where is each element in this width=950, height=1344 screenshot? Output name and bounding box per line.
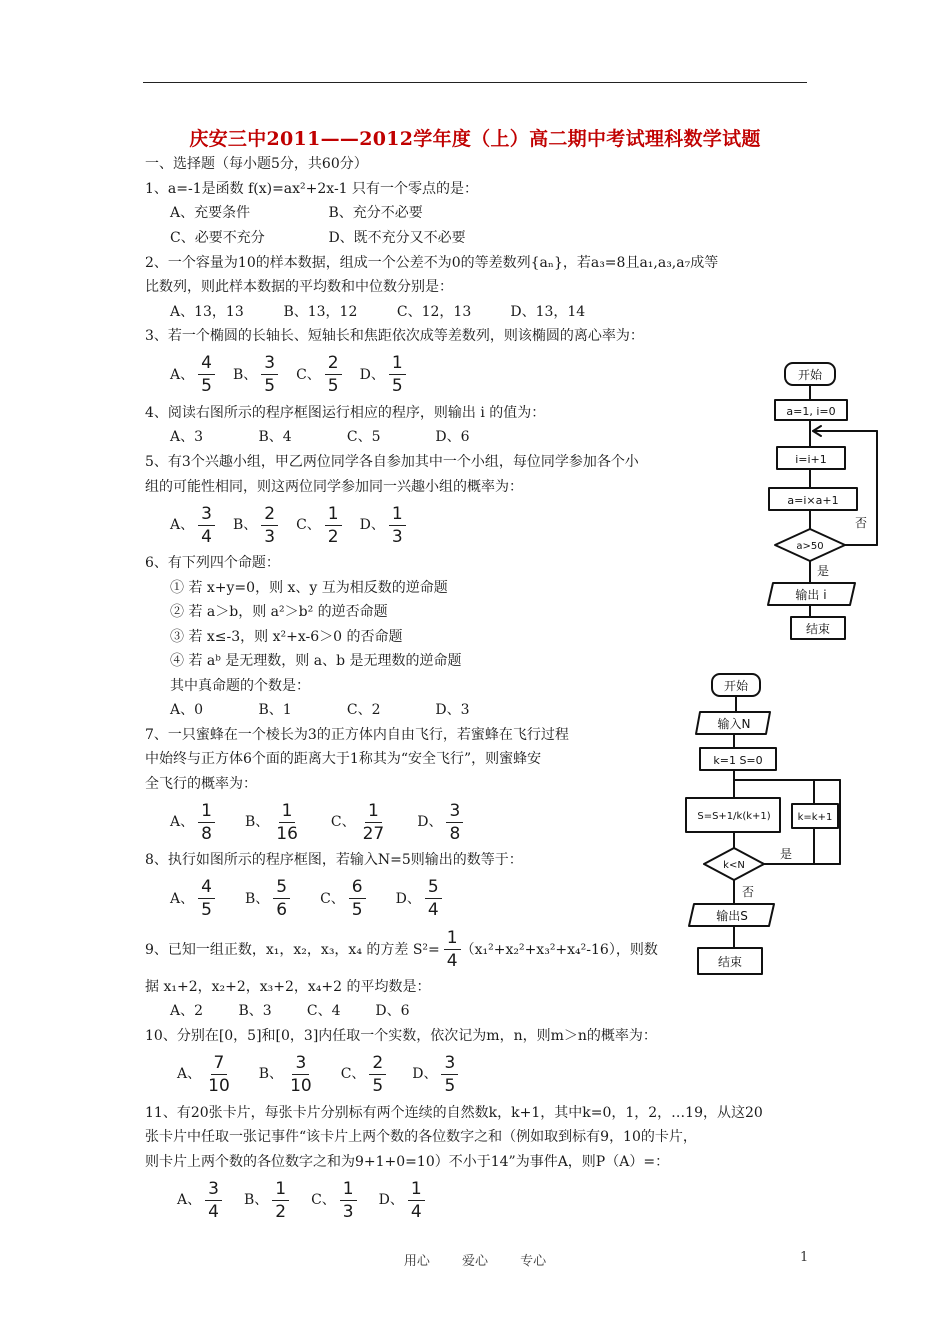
fc2-start-label: 开始: [723, 679, 749, 693]
section-heading: 一、选择题（每小题5分，共60分）: [145, 156, 368, 172]
fc2-yes-label: 是: [780, 847, 793, 861]
question-11-options: [145, 1174, 810, 1226]
q9-fraction: $\frac{1}{4}$: [444, 928, 461, 971]
question-5-options: [145, 499, 810, 551]
q10-option-d: D、 $\frac{3}{5}$: [412, 1053, 458, 1096]
q2-option-c: C、12，13: [396, 303, 472, 320]
q8-option-b: B、 $\frac{5}{6}$: [245, 877, 290, 920]
q9-option-d: D、6: [375, 1003, 410, 1020]
fc2-input-label: 输入N: [717, 717, 751, 731]
question-8-stem: 8、执行如图所示的程序框图，若输入N=5则输出的数等于：: [145, 852, 523, 869]
question-4-stem: 4、阅读右图所示的程序框图运行相应的程序，则输出 i 的值为：: [145, 404, 546, 421]
question-10-stem: 10、分别在[0，5]和[0，3]内任取一个实数，依次记为m，n，则m＞n的概率为：: [145, 1028, 657, 1044]
q2-option-a: A、13，13: [170, 303, 244, 320]
question-5-stem-2: 组的可能性相同，则这两位同学参加同一兴趣小组的概率为：: [145, 478, 523, 495]
fc1-init-label: a=1, i=0: [786, 405, 836, 418]
flowchart-2: [672, 668, 847, 986]
q6-option-b: B、1: [258, 702, 292, 718]
header-rule: [143, 82, 807, 83]
q11-option-a: A、 $\frac{3}{4}$: [177, 1179, 222, 1222]
question-7-stem-2: 中始终与正方体6个面的距离大于1称其为“安全飞行”，则蜜蜂安: [145, 751, 542, 768]
footer-text-2: 爱心: [461, 1254, 488, 1269]
q9-option-a: A、2: [170, 1003, 204, 1020]
q1-option-b: B、充分不必要: [328, 205, 423, 221]
q11-option-d: D、 $\frac{1}{4}$: [379, 1179, 425, 1222]
fc2-end-label: 结束: [717, 955, 743, 969]
question-4-options: [145, 425, 810, 450]
q6-option-c: C、2: [346, 702, 381, 718]
fc2-output-label: 输出S: [716, 909, 748, 923]
question-1-options-row1: [145, 201, 810, 226]
question-5-stem-1: 5、有3个兴趣小组，甲乙两位同学各自参加其中一个小组，每位同学参加各个小: [145, 454, 639, 470]
question-1-options-row2: [145, 226, 810, 251]
q5-option-c: C、 $\frac{1}{2}$: [296, 504, 342, 547]
q9-option-c: C、4: [306, 1003, 341, 1020]
fc2-init-label: k=1 S=0: [713, 754, 763, 767]
question-2-stem-1: 2、一个容量为10的样本数据，组成一个公差不为0的等差数列{aₙ}，若a₃=8且a₁,a₃,a₇成等: [145, 254, 719, 271]
fc1-output-label: 输出 i: [795, 588, 827, 602]
q8-option-c: C、 $\frac{6}{5}$: [320, 877, 366, 920]
q11-option-b: B、 $\frac{1}{2}$: [244, 1179, 289, 1222]
q8-option-d: D、 $\frac{5}{4}$: [396, 877, 442, 920]
question-9-stem-1: 9、已知一组正数，x₁，x₂，x₃，x₄ 的方差 S²= $\frac{1}{4}$ （x₁²+x₂²+x₃²+x₄²-16），则数: [145, 928, 658, 972]
question-6-stem: 6、有下列四个命题：: [145, 555, 280, 571]
q3-option-a: A、 $\frac{4}{5}$: [170, 353, 215, 396]
fc2-step2-label: k=k+1: [797, 812, 833, 823]
q5-option-d: D、 $\frac{1}{3}$: [360, 504, 406, 547]
q7-option-d: D、 $\frac{3}{8}$: [417, 801, 463, 844]
q5-option-b: B、 $\frac{2}{3}$: [233, 504, 278, 547]
q8-option-a: A、 $\frac{4}{5}$: [170, 877, 215, 920]
q2-option-d: D、13，14: [510, 303, 586, 320]
footer-text-1: 用心: [403, 1254, 430, 1269]
fc2-step1-label: S=S+1/k(k+1): [697, 811, 771, 822]
fc1-no-label: 否: [855, 516, 868, 530]
q7-option-b: B、 $\frac{1}{16}$: [244, 800, 298, 844]
fc1-start-label: 开始: [797, 368, 823, 382]
q4-option-b: B、4: [258, 429, 292, 446]
q1-option-c: C、必要不充分: [170, 229, 265, 246]
question-2-stem-2: 比数列，则此样本数据的平均数和中位数分别是：: [145, 279, 453, 295]
fc1-yes-label: 是: [817, 564, 830, 578]
fc1-cond-label: a>50: [796, 541, 824, 552]
q4-option-a: A、3: [170, 429, 204, 446]
q10-option-c: C、 $\frac{2}{5}$: [341, 1053, 387, 1096]
question-7-stem-3: 全飞行的概率为：: [145, 775, 257, 792]
q4-option-d: D、6: [435, 429, 470, 446]
footer-text-3: 专心: [520, 1254, 547, 1269]
question-3-stem: 3、若一个椭圆的长轴长、短轴长和焦距依次成等差数列，则该椭圆的离心率为：: [145, 328, 644, 345]
q4-option-c: C、5: [346, 429, 381, 446]
question-1-stem: 1、a=-1是函数 f(x)=ax²+2x-1 只有一个零点的是：: [145, 180, 479, 197]
q6-option-a: A、0: [170, 702, 204, 718]
q9-option-b: B、3: [238, 1003, 272, 1020]
q7-option-a: A、 $\frac{1}{8}$: [170, 801, 215, 844]
q3-option-c: C、 $\frac{2}{5}$: [296, 353, 342, 396]
question-7-stem-1: 7、一只蜜蜂在一个棱长为3的正方体内自由飞行，若蜜蜂在飞行过程: [145, 726, 569, 743]
question-11-stem-1: 11、有20张卡片，每张卡片分别标有两个连续的自然数k，k+1，其中k=0，1，2，…19，从这20: [145, 1104, 763, 1121]
page-title: 庆安三中2011——2012学年度（上）高二期中考试理科数学试题: [189, 128, 761, 150]
question-6-proposition-3: ③ 若 x≤-3，则 x²+x-6＞0 的否命题: [170, 628, 403, 645]
question-11-stem-2: 张卡片中任取一张记事件“该卡片上两个数的各位数字之和（例如取到标有9，10的卡片，: [145, 1129, 697, 1145]
q2-option-b: B、13，12: [283, 303, 358, 320]
q10-option-b: B、 $\frac{3}{10}$: [258, 1053, 312, 1096]
page-number: 1: [800, 1250, 809, 1265]
fc2-no-label: 否: [742, 885, 755, 899]
q1-option-d: D、既不充分又不必要: [328, 229, 466, 246]
question-6-proposition-4: ④ 若 aᵇ 是无理数，则 a、b 是无理数的逆命题: [170, 653, 462, 669]
question-3-options: [145, 349, 810, 401]
question-6-ask: 其中真命题的个数是：: [170, 677, 310, 694]
fc1-step2-label: a=i×a+1: [787, 494, 839, 507]
question-9-stem-2: 据 x₁+2，x₂+2，x₃+2，x₄+2 的平均数是：: [145, 978, 431, 995]
question-6-proposition-2: ② 若 a＞b，则 a²＞b² 的逆否命题: [170, 604, 388, 620]
fc1-end-label: 结束: [805, 622, 831, 636]
question-11-stem-3: 则卡片上两个数的各位数字之和为9+1+0=10）不小于14”为事件A，则P（A）=：: [145, 1153, 670, 1170]
q5-option-a: A、 $\frac{3}{4}$: [170, 504, 215, 547]
q3-option-b: B、 $\frac{3}{5}$: [233, 353, 278, 396]
fc2-cond-label: k<N: [723, 860, 745, 871]
question-9-options: [145, 999, 810, 1024]
fc1-step1-label: i=i+1: [795, 453, 827, 466]
q6-option-d: D、3: [435, 702, 470, 718]
q10-option-a: A、 $\frac{7}{10}$: [177, 1053, 230, 1096]
q1-option-a: A、充要条件: [170, 205, 251, 221]
q3-option-d: D、 $\frac{1}{5}$: [360, 353, 406, 396]
question-10-options: [145, 1049, 810, 1101]
question-6-proposition-1: ① 若 x+y=0，则 x、y 互为相反数的逆命题: [170, 579, 448, 596]
flowchart-1: [755, 355, 890, 645]
question-2-options: [145, 300, 810, 325]
q7-option-c: C、 $\frac{1}{27}$: [330, 800, 385, 844]
q11-option-c: C、 $\frac{1}{3}$: [311, 1179, 357, 1222]
